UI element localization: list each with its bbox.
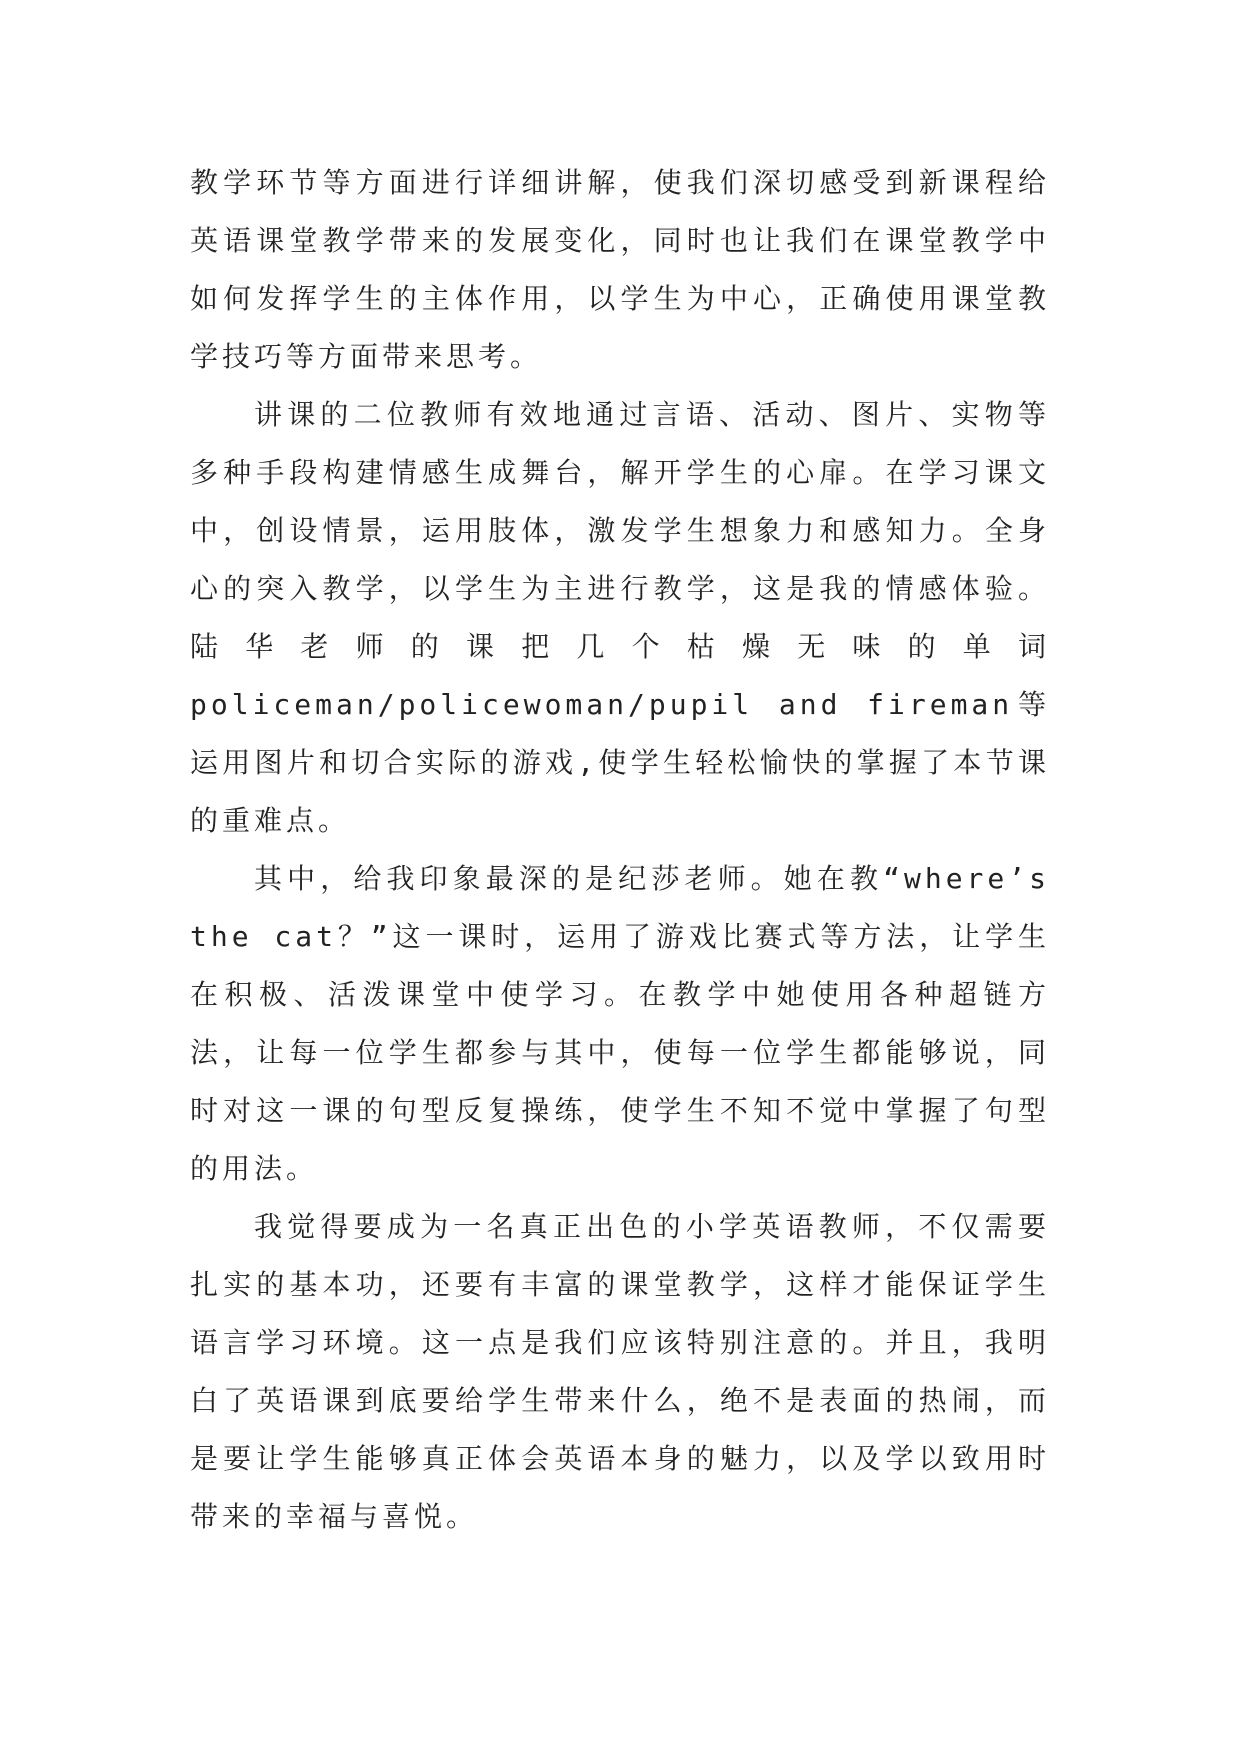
paragraph-3: 其中，给我印象最深的是纪莎老师。她在教“where’s the cat？”这一课时，运用了游戏比赛式等方法，让学生在积极、活泼课堂中使学习。在教学中她使用各种超链方法，让每一位学生都参与其中，使每一位学生都能够说，同时对这一课的句型反复操练，使学生不知不觉中掌握了句型的用法。 [190, 862, 1050, 1185]
paragraph-1: 教学环节等方面进行详细讲解，使我们深切感受到新课程给英语课堂教学带来的发展变化，同时也让我们在课堂教学中如何发挥学生的主体作用，以学生为中心，正确使用课堂教学技巧等方面带来思考。 [190, 166, 1050, 373]
paragraph-4: 我觉得要成为一名真正出色的小学英语教师，不仅需要扎实的基本功，还要有丰富的课堂教学，这样才能保证学生语言学习环境。这一点是我们应该特别注意的。并且，我明白了英语课到底要给学生带来什么，绝不是表面的热闹，而是要让学生能够真正体会英语本身的魅力，以及学以致用时带来的幸福与喜悦。 [190, 1210, 1050, 1533]
document-body [190, 154, 1050, 1546]
paragraph-2: 讲课的二位教师有效地通过言语、活动、图片、实物等多种手段构建情感生成舞台，解开学生的心扉。在学习课文中，创设情景，运用肢体，激发学生想象力和感知力。全身心的突入教学，以学生为主进行教学，这是我的情感体验。陆华老师的课把几个枯燥无味的单词policeman/policewoman/pupil and fireman等运用图片和切合实际的游戏,使学生轻松愉快的掌握了本节课的重难点。 [190, 398, 1050, 837]
